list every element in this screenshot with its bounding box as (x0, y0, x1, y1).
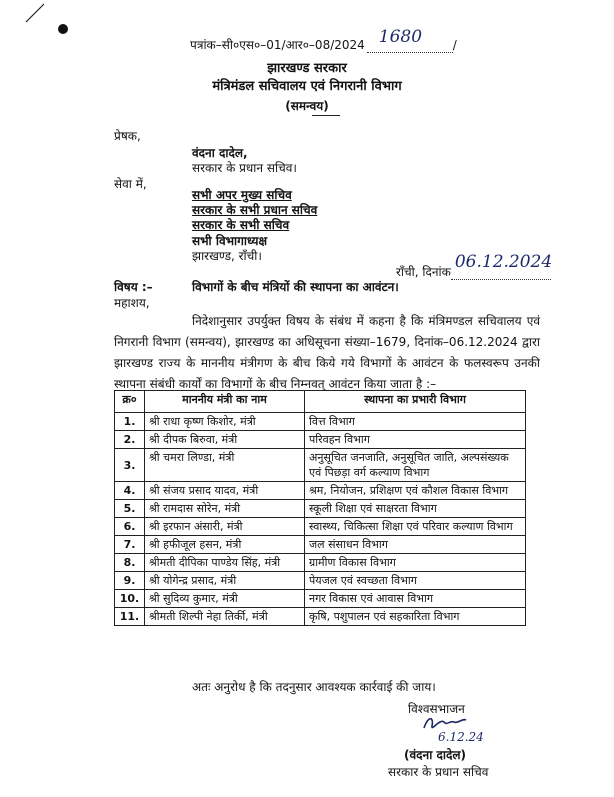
row-department: कृषि, पशुपालन एवं सहकारिता विभाग (305, 608, 526, 626)
table-row (115, 590, 526, 608)
recipient-3: सरकार के सभी सचिव (192, 218, 290, 232)
row-serial: 9. (115, 572, 145, 590)
table-row (115, 536, 526, 554)
signature-date: 6.12.24 (438, 730, 484, 744)
row-department: वित्त विभाग (305, 413, 526, 431)
punch-hole-dot (58, 24, 68, 34)
row-minister: श्री संजय प्रसाद यादव, मंत्री (145, 482, 305, 500)
closing-request: अतः अनुरोध है कि तदनुसार आवश्यक कार्रवाई की जाय। (192, 680, 436, 694)
row-department: स्वास्थ्य, चिकित्सा शिक्षा एवं परिवार कल्याण विभाग (305, 518, 526, 536)
row-serial: 2. (115, 431, 145, 449)
row-minister: श्री हफीजूल हसन, मंत्री (145, 536, 305, 554)
row-department: अनुसूचित जनजाति, अनुसूचित जाति, अल्पसंख्यक एवं पिछड़ा वर्ग कल्याण विभाग (305, 449, 526, 482)
letter-number (190, 27, 457, 53)
row-minister: श्री सुदिव्य कुमार, मंत्री (145, 590, 305, 608)
row-serial: 10. (115, 590, 145, 608)
scan-corner-mark (24, 2, 48, 24)
row-serial: 1. (115, 413, 145, 431)
table-row (115, 554, 526, 572)
header-divider (312, 115, 340, 116)
date-line (396, 252, 553, 280)
row-serial: 3. (115, 449, 145, 482)
row-minister: श्री योगेन्द्र प्रसाद, मंत्री (145, 572, 305, 590)
department-name: मंत्रिमंडल सचिवालय एवं निगरानी विभाग (212, 79, 402, 94)
body-paragraph: निदेशानुसार उपर्युक्त विषय के संबंध में कहना है कि मंत्रिमण्डल सचिवालय एवं निगरानी विभाग (समन्वय), झारखण्ड का अधिसूचना संख्या–1679, दिनांक–06.12.2024 द्वारा झारखण्ड राज्य के माननीय मंत्रीगण के बीच किये गये विभागों के आवंटन के फलस्वरूप उनकी स्थापना संबंधी कार्यों का विभागों के बीच निम्नवत् आवंटन किया जाता है :– (114, 314, 540, 391)
section-name: (समन्वय) (285, 99, 329, 113)
row-department: स्कूली शिक्षा एवं साक्षरता विभाग (305, 500, 526, 518)
row-minister: श्री चमरा लिण्डा, मंत्री (145, 449, 305, 482)
header-minister: माननीय मंत्री का नाम (145, 391, 305, 413)
row-minister: श्रीमती शिल्पी नेहा तिर्की, मंत्री (145, 608, 305, 626)
row-serial: 6. (115, 518, 145, 536)
row-department: जल संसाधन विभाग (305, 536, 526, 554)
row-department: परिवहन विभाग (305, 431, 526, 449)
table-header-row (115, 391, 526, 413)
government-name: झारखण्ड सरकार (267, 61, 347, 76)
table-row (115, 413, 526, 431)
date-label: राँची, दिनांक (396, 265, 451, 279)
signatory-designation: सरकार के प्रधान सचिव (388, 765, 489, 779)
allocation-table (114, 390, 526, 626)
row-serial: 11. (115, 608, 145, 626)
row-minister: श्री दीपक बिरुवा, मंत्री (145, 431, 305, 449)
sender-designation: सरकार के प्रधान सचिव। (192, 161, 297, 175)
row-serial: 5. (115, 500, 145, 518)
row-department: ग्रामीण विकास विभाग (305, 554, 526, 572)
recipients-label: सेवा में, (114, 177, 147, 191)
recipient-4: सभी विभागाध्यक्ष (192, 234, 268, 248)
row-department: पेयजल एवं स्वच्छता विभाग (305, 572, 526, 590)
row-minister: श्री राधा कृष्ण किशोर, मंत्री (145, 413, 305, 431)
row-department: श्रम, नियोजन, प्रशिक्षण एवं कौशल विकास विभाग (305, 482, 526, 500)
table-row (115, 482, 526, 500)
table-row (115, 518, 526, 536)
row-minister: श्री रामदास सोरेन, मंत्री (145, 500, 305, 518)
row-serial: 8. (115, 554, 145, 572)
row-serial: 4. (115, 482, 145, 500)
sender-name: वंदना दादेल, (192, 146, 248, 160)
row-minister: श्रीमती दीपिका पाण्डेय सिंह, मंत्री (145, 554, 305, 572)
letter-number-suffix: / (452, 38, 457, 52)
row-minister: श्री इरफान अंसारी, मंत्री (145, 518, 305, 536)
row-serial: 7. (115, 536, 145, 554)
table-row (115, 431, 526, 449)
salutation: महाशय, (114, 296, 150, 310)
table-row (115, 500, 526, 518)
table-row (115, 449, 526, 482)
subject-label: विषय :– (114, 280, 153, 294)
recipient-1: सभी अपर मुख्य सचिव (192, 188, 292, 202)
sender-label: प्रेषक, (114, 129, 141, 143)
recipient-2: सरकार के सभी प्रधान सचिव (192, 203, 318, 217)
header-department: स्थापना का प्रभारी विभाग (305, 391, 526, 413)
table-row (115, 572, 526, 590)
signatory-name: (वंदना दादेल) (404, 748, 466, 762)
letter-number-printed: पत्रांक–सी०एस०–01/आर०–08/2024 (190, 38, 365, 52)
table-row (115, 608, 526, 626)
letter-number-handwritten: 1680 (378, 27, 423, 47)
recipient-5: झारखण्ड, राँची। (192, 249, 262, 263)
signature-closing: विश्वसभाजन (408, 702, 465, 716)
header-serial: क्र० (115, 391, 145, 413)
subject-text: विभागों के बीच मंत्रियों की स्थापना का आवंटन। (192, 280, 399, 294)
row-department: नगर विकास एवं आवास विभाग (305, 590, 526, 608)
date-handwritten: 06.12.2024 (454, 252, 553, 272)
